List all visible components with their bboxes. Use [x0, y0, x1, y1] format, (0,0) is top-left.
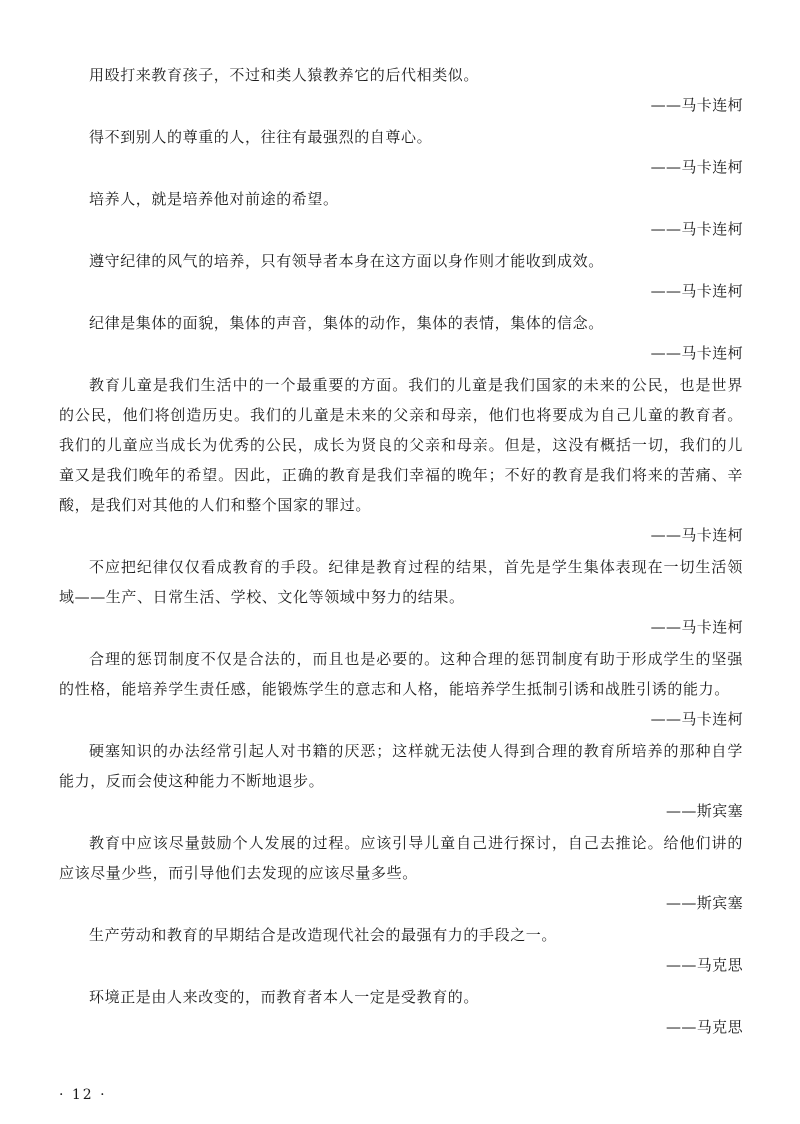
quote-author: ——马卡连柯 — [650, 158, 743, 176]
quote-text: 教育儿童是我们生活中的一个最重要的方面。我们的儿童是我们国家的未来的公民，也是世界的公民，他们将创造历史。我们的儿童是未来的父亲和母亲，他们也将要成为自己儿童的教育者。我们的儿童应当成长为优秀的公民，成长为贤良的父亲和母亲。但是，这没有概括一切，我们的儿童又是我们晚年的希望。因此，正确的教育是我们幸福的晚年；不好的教育是我们将来的苦痛、辛酸，是我们对其他的人们和整个国家的罪过。 — [59, 376, 743, 514]
quote-text: 生产劳动和教育的早期结合是改造现代社会的最强有力的手段之一。 — [89, 926, 558, 944]
quote-list — [59, 60, 743, 1044]
quote-author: ——马克思 — [665, 1018, 743, 1036]
quote-author: ——马卡连柯 — [650, 220, 743, 238]
quote-author: ——马卡连柯 — [650, 344, 743, 362]
page-number: · 12 · — [59, 1087, 107, 1103]
quote-author: ——斯宾塞 — [665, 802, 743, 820]
quote-author: ——马卡连柯 — [650, 526, 743, 544]
quote-author: ——马卡连柯 — [650, 282, 743, 300]
quote-text: 教育中应该尽量鼓励个人发展的过程。应该引导儿童自己进行探讨，自己去推论。给他们讲的应该尽量少些，而引导他们去发现的应该尽量多些。 — [59, 834, 743, 882]
quote-text: 用殴打来教育孩子，不过和类人猿教养它的后代相类似。 — [89, 66, 480, 84]
quote-text: 环境正是由人来改变的，而教育者本人一定是受教育的。 — [89, 988, 480, 1006]
quote-text: 硬塞知识的办法经常引起人对书籍的厌恶；这样就无法使人得到合理的教育所培养的那种自学能力，反而会使这种能力不断地退步。 — [59, 742, 743, 790]
quote-text: 培养人，就是培养他对前途的希望。 — [89, 190, 339, 208]
quote-author: ——马卡连柯 — [650, 710, 743, 728]
quote-text: 纪律是集体的面貌，集体的声音，集体的动作，集体的表情，集体的信念。 — [89, 314, 604, 332]
quote-text: 不应把纪律仅仅看成教育的手段。纪律是教育过程的结果，首先是学生集体表现在一切生活领域——生产、日常生活、学校、文化等领域中努力的结果。 — [59, 558, 743, 606]
quote-author: ——马克思 — [665, 956, 743, 974]
quote-author: ——马卡连柯 — [650, 96, 743, 114]
quote-text: 遵守纪律的风气的培养，只有领导者本身在这方面以身作则才能收到成效。 — [89, 252, 604, 270]
quote-text: 得不到别人的尊重的人，往往有最强烈的自尊心。 — [89, 128, 433, 146]
quote-author: ——斯宾塞 — [665, 894, 743, 912]
quote-text: 合理的惩罚制度不仅是合法的，而且也是必要的。这种合理的惩罚制度有助于形成学生的坚强的性格，能培养学生责任感，能锻炼学生的意志和人格，能培养学生抵制引诱和战胜引诱的能力。 — [59, 650, 743, 698]
quote-author: ——马卡连柯 — [650, 618, 743, 636]
